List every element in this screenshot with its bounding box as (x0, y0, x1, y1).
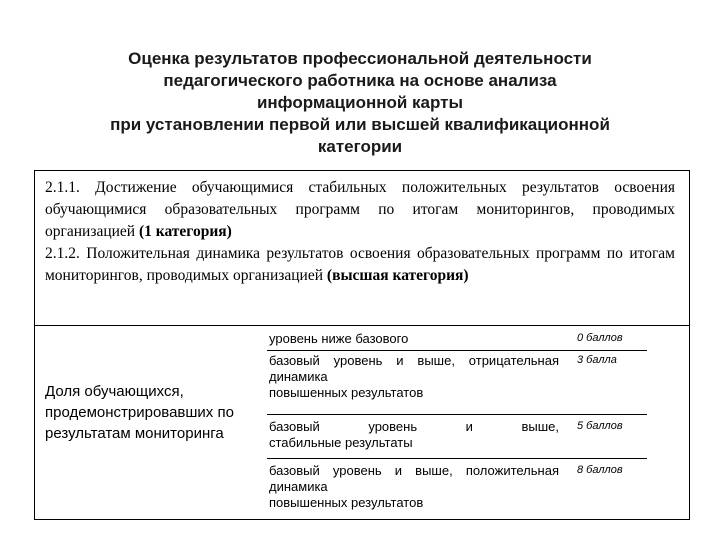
level-label (267, 353, 559, 401)
title-line-5: категории (317, 137, 403, 156)
level-label-main: базовый уровень и выше, (269, 419, 559, 434)
criterion-2-1-1-text: 2.1.1. Достижение обучающимися стабильных положительных результатов освоения обучающимися образовательных программ по итогам мониторингов, проводимых организацией (45, 179, 675, 240)
level-score: 3 балла (577, 354, 617, 366)
level-label-main: базовый уровень и выше, отрицательная динамика (269, 353, 559, 384)
level-label (267, 331, 559, 347)
level-label (267, 419, 559, 451)
title-line-1: Оценка результатов профессиональной деятельности (128, 49, 592, 68)
criterion-2-1-2-category: (высшая категория) (326, 267, 469, 284)
criterion-2-1-1 (45, 177, 675, 243)
levels-list (267, 331, 647, 517)
level-row (267, 459, 647, 517)
criterion-2-1-2-text: 2.1.2. Положительная динамика результатов освоения образовательных программ по итогам мониторингов, проводимых организацией (45, 245, 675, 284)
document-title (40, 48, 680, 158)
level-score: 8 баллов (577, 464, 623, 476)
indicator-label: Доля обучающихся, продемонстрировавших по результатам мониторинга (45, 383, 234, 442)
level-score: 5 баллов (577, 420, 623, 432)
level-row (267, 331, 647, 351)
level-label-last: повышенных результатов (269, 385, 424, 400)
level-label-last: повышенных результатов (269, 495, 424, 510)
title-line-3: информационной карты (256, 93, 464, 112)
level-row (267, 351, 647, 415)
level-score: 0 баллов (577, 332, 623, 344)
title-line-2: педагогического работника на основе анализа (163, 71, 557, 90)
evaluation-table (34, 170, 690, 520)
title-line-4: при установлении первой или высшей квалификационной (110, 115, 610, 134)
criterion-2-1-1-category: (1 категория) (138, 223, 232, 240)
criteria-cell (35, 171, 689, 326)
criterion-2-1-2 (45, 243, 675, 287)
level-label (267, 463, 559, 511)
level-label-last: уровень ниже базового (269, 331, 409, 346)
level-row (267, 415, 647, 459)
level-label-main: базовый уровень и выше, положительная динамика (269, 463, 559, 494)
level-label-last: стабильные результаты (269, 435, 413, 450)
